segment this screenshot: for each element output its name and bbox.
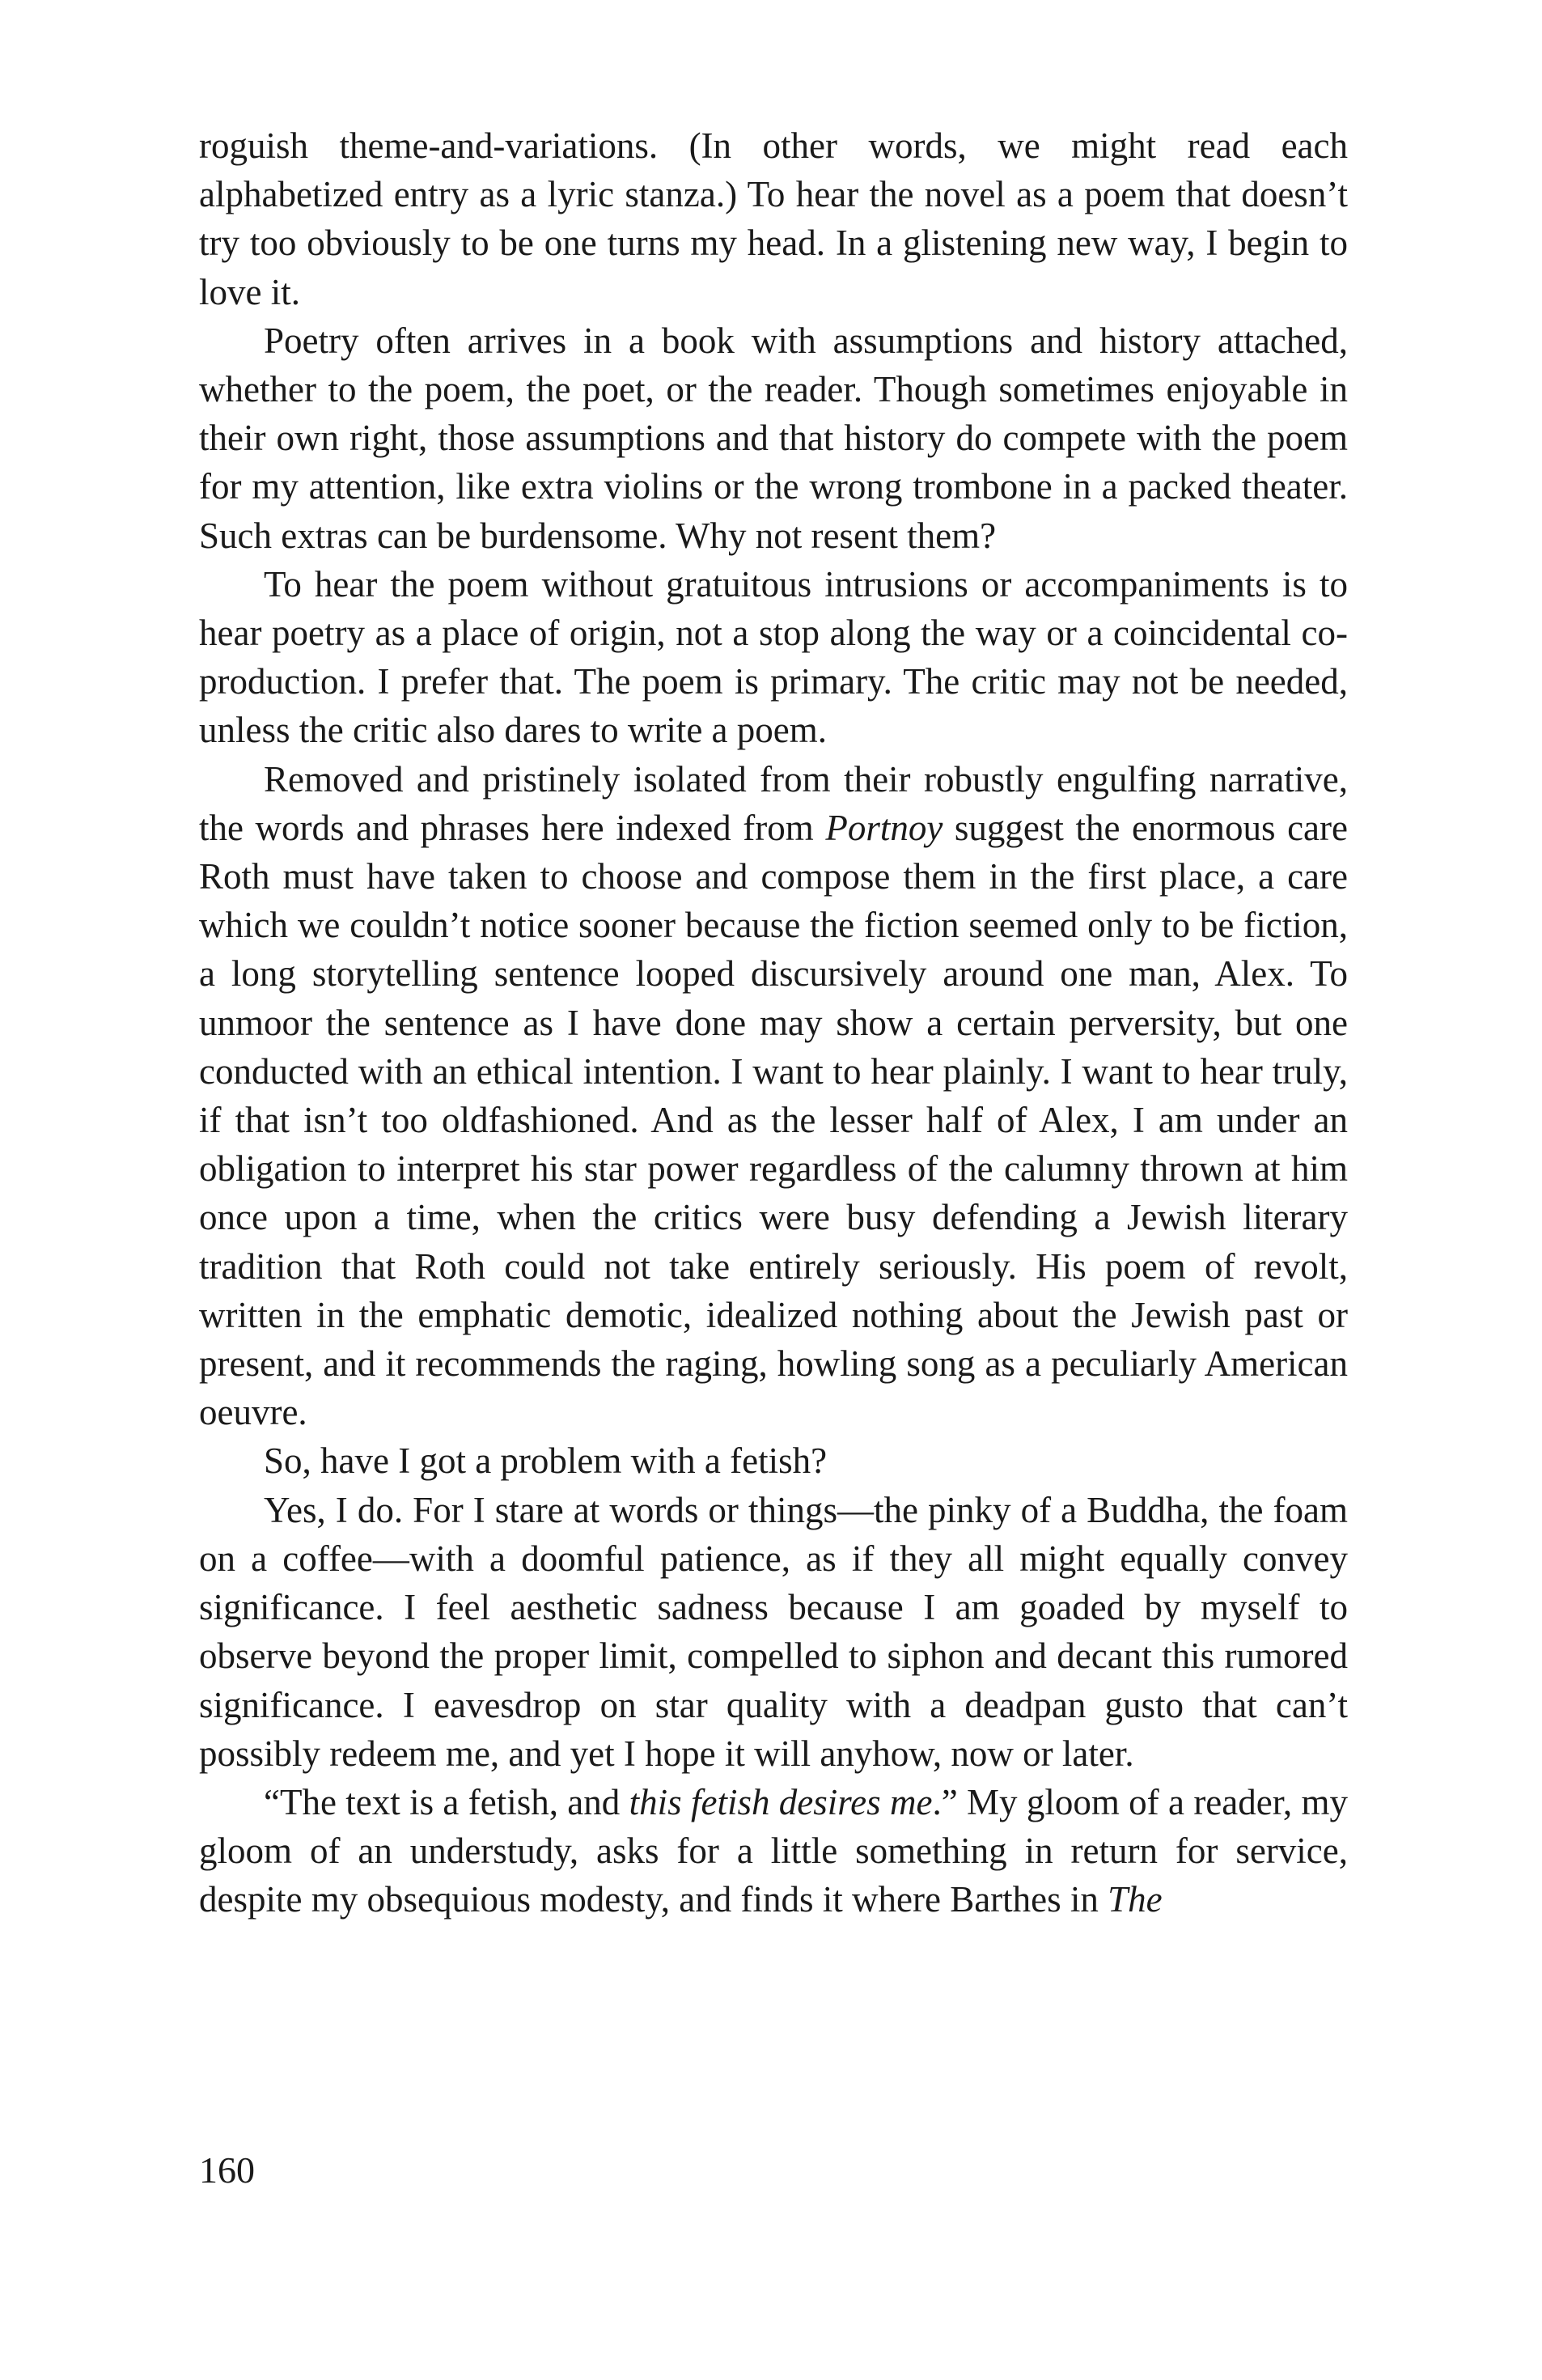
text-run: So, have I got a problem with a fetish?	[264, 1440, 828, 1482]
paragraph	[199, 755, 1348, 1437]
text-run: .” My gloom of a reader, my gloom of an understudy, asks for a little something in return for service, despite my obsequious modesty, and finds it where Barthes in	[199, 1781, 1348, 1920]
paragraph	[199, 316, 1348, 560]
paragraph	[199, 1778, 1348, 1924]
italic-text: The	[1108, 1879, 1163, 1920]
paragraph-continued	[199, 121, 1348, 316]
text-run: Yes, I do. For I stare at words or things—the pinky of a Buddha, the foam on a coffee—with a doomful patience, as if they all might equally convey significance. I feel aesthetic sadness because I am goaded by myself to observe beyond the proper limit, compelled to siphon and decant this rumored significance. I eavesdrop on star quality with a deadpan gusto that can’t possibly redeem me, and yet I hope it will anyhow, now or later.	[199, 1489, 1348, 1774]
text-run: “The text is a fetish, and	[264, 1781, 629, 1822]
text-run: suggest the enormous care Roth must have taken to choose and compose them in the first place, a care which we couldn’t notice sooner because the fiction seemed only to be fiction, a long storytelling sentence looped discursively around one man, Alex. To unmoor the sentence as I have done may show a certain perversity, but one conducted with an ethical intention. I want to hear plainly. I want to hear truly, if that isn’t too oldfashioned. And as the lesser half of Alex, I am under an obligation to interpret his star power regardless of the calumny thrown at him once upon a time, when the critics were busy defending a Jewish literary tradition that Roth could not take entirely seriously. His poem of revolt, written in the emphatic demotic, idealized nothing about the Jewish past or present, and it recommends the raging, howling song as a peculiarly American oeuvre.	[199, 807, 1348, 1433]
paragraph	[199, 1486, 1348, 1778]
text-run: roguish theme-and-variations. (In other words, we might read each alphabetized entry as a lyric stanza.) To hear the novel as a poem that doesn’t try too obviously to be one turns my head. In a glistening new way, I begin to love it.	[199, 125, 1348, 312]
italic-text: this fetish desires me	[629, 1781, 933, 1822]
text-run: To hear the poem without gratuitous intrusions or accompaniments is to hear poetry as a place of origin, not a stop along the way or a coincidental co-production. I prefer that. The poem is primary. The critic may not be needed, unless the critic also dares to write a poem.	[199, 563, 1348, 751]
page-number: 160	[199, 2149, 255, 2191]
paragraph	[199, 1436, 1348, 1485]
text-run: Poetry often arrives in a book with assumptions and history attached, whether to the poem, the poet, or the reader. Though sometimes enjoyable in their own right, those assumptions and that history do compete with the poem for my attention, like extra violins or the wrong trombone in a packed theater. Such extras can be burdensome. Why not resent them?	[199, 320, 1348, 556]
body-text	[199, 121, 1348, 1924]
italic-text: Portnoy	[825, 807, 943, 848]
text-run: Removed and pristinely isolated from their robustly engulfing narrative, the words and phrases here indexed from	[199, 758, 1348, 848]
paragraph	[199, 560, 1348, 755]
